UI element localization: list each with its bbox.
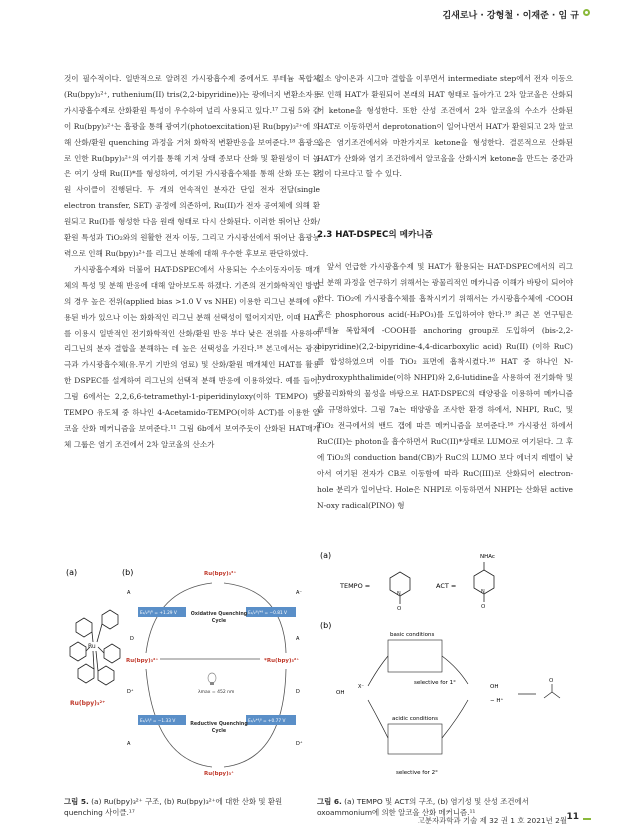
footer-accent-bar: [583, 818, 591, 820]
left-paragraph-1: 것이 필수적이다. 일반적으로 알려진 가시광흡수제 중에서도 루테늄 복합체(Ru(bpy)₃²⁺, ruthenium(II) tris(2,2-bipyridine))는 광에너지 변환소자용 가시광흡수제로 산화환원 특성이 우수하여 널리 사용되고 있다.¹⁷ 그림 5와 같이 Ru(bpy)₃²⁺는 흡광을 통해 광여기(photoexcitation)된 Ru(bpy)₃²⁺에 의해 산화/환원 quenching 과정을 거쳐 화학적 변환반응을 보여준다.¹⁸ 흡광으로 인한 Ru(bpy)₃²⁺의 여기를 통해 기저 상태 종보다 산화 및 환원성이 더 높은 여기 상태 Ru(II)*를 형성하여, 여기된 가시광흡수체를 통해 산화 또는 환원 사이클이 진행된다. 두 개의 연속적인 분자간 단일 전자 전달(single electron transfer, SET) 공정에 의존하여, Ru(II)가 전자 공여체에 의해 환원되고 Ru(I)를 형성한 다음 원래 형태로 다시 산화된다. 이러한 뛰어난 산화/환원 특성과 TiO₂와의 원활한 전자 이동, 그리고 가시광선에서 뛰어난 흡광능력으로 인해 Ru(bpy)₃²⁺를 리그닌 분해에 대해 우수한 후보로 판단하였다.: [64, 74, 320, 258]
fig5-right-species: *Ru(bpy)₃²⁺: [264, 658, 300, 664]
fig5-potential-top-right: E₁/₂ᴵᴵᴵ/*ᴵᴵ = −0.81 V: [248, 611, 287, 616]
svg-text:N: N: [397, 591, 401, 597]
fig5-reductive-cycle: Reductive Quenching Cycle: [190, 722, 248, 734]
fig5-top-species: Ru(bpy)₃³⁺: [204, 571, 237, 577]
svg-text:O: O: [397, 606, 402, 612]
page-number: 11: [566, 812, 579, 822]
fig5-minus-top: A⁻: [296, 590, 303, 596]
fig6-acidic-conditions: acidic conditions: [392, 716, 439, 722]
fig6-label-b: (b): [320, 621, 332, 630]
fig5-complex-label: Ru(bpy)₃²⁺: [70, 700, 106, 707]
fig6-caption-text: (a) TEMPO 및 ACT의 구조, (b) 염기성 및 산성 조건에서 oxoammonium에 의한 알코올 산화 메커니즘.¹¹: [317, 797, 529, 817]
fig6-arrow-acidic-out: [442, 700, 468, 738]
left-column: [64, 71, 320, 453]
fig6-caption-label: 그림 6.: [317, 797, 342, 806]
fig6-act-label: ACT =: [436, 582, 457, 590]
fig5-lambda: λmax = 452 nm: [198, 690, 235, 695]
left-paragraph-2: 가시광흡수제와 더불어 HAT-DSPEC에서 사용되는 수소이동자이동 매개체의 특성 및 분해 반응에 대해 알아보도록 하겠다. 기존의 전기화학적인 방법의 경우 높은 전위(applied bias >1.0 V vs NHE) 이용한 리그닌 분해에 이용된 바가 있으나 이는 화화적인 리그닌 분해 선택성이 떨어지지만, 이때 HAT를 이용시 일반적인 전기화학적인 산화/환원 반응 부다 낮은 전위를 사용하여 리그닌의 분자 결합을 분해하는 데 높은 선택성을 가진다.¹⁸ 본고에서는 광전극과 가시광흡수체(유.무기 기반의 염료) 및 산화/환원 매개체인 HAT를 활용한 DSPEC를 설계하여 리그닌의 선택적 분해 반응에 이용하였다. 예를 들어, 그림 6에서는 2,2,6,6-tetramethyl-1-piperidinyloxy(이하 TEMPO) 및 TEMPO 유도체 중 하나인 4-Acetamido-TEMPO(이하 ACT)를 이용한 알코올 산화 메커니즘을 보여준다.¹¹ 그림 6b에서 보여주듯이 산화된 HAT매개체 그룹은 염기 조건에서 2차 알코올의 산소가: [64, 264, 320, 449]
fig6-tempo-label: TEMPO =: [340, 582, 371, 590]
fig6-oh-hydroxylamine: OH: [490, 684, 499, 690]
figure-5: [64, 565, 318, 783]
figure-5-svg: [64, 565, 318, 783]
fig6-selective-2: selective for 2°: [396, 770, 438, 776]
fig5-plus-left: D⁺: [127, 689, 134, 695]
footer-journal: 고분자과학과 기술 제 32 권 1 호 2021년 2월: [417, 816, 567, 825]
section-heading: 2.3 HAT-DSPEC의 메카니즘: [317, 230, 433, 240]
header-circle-icon: [583, 9, 590, 16]
fig6-x-minus: X⁻: [358, 684, 365, 690]
fig6-selective-1: selective for 1°: [414, 680, 456, 686]
fig6-basic-conditions: basic conditions: [390, 632, 435, 638]
fig5-caption-label: 그림 5.: [64, 797, 89, 806]
fig5-letter-a-top: A: [127, 590, 131, 596]
svg-text:O: O: [481, 604, 486, 610]
fig5-reductive-box: [184, 721, 254, 747]
fig6-nhac: NHAc: [480, 554, 495, 560]
act-structure: [474, 562, 494, 610]
fig5-letter-d-right: D: [296, 689, 300, 695]
running-header-authors: 김새로나 · 강형철 · 이재준 · 임 규: [442, 11, 579, 21]
fig6-oh-start: OH: [336, 690, 345, 696]
ru-bipyridine-structure: [70, 610, 120, 685]
right-column-bottom: [317, 259, 573, 514]
fig6-arrow-basic: [368, 656, 388, 686]
fig5-potential-bottom-left: E₁/₂ᴵᴵ/ᴵ = −1.33 V: [140, 719, 176, 724]
fig6-basic-intermediate: [388, 640, 442, 672]
figure-6-svg: [318, 548, 574, 783]
fig5-potential-bottom-right: E₁/₂*ᴵᴵ/ᴵ = +0.77 V: [248, 719, 286, 724]
right-paragraph-1: 질소 양이온과 시그마 결합을 이루면서 intermediate step에서 전자 이동으로 인해 HAT가 환원되어 본래의 HAT 형태로 돌아가고 2차 알코올은 산화되어 ketone을 형성한다. 또한 산성 조건에서 2차 알코올의 수소가 산화된 HAT로 이동하면서 deprotonation이 일어나면서 HAT가 환원되고 2차 알코올은 염기조건에서와 마찬가지로 ketone을 형성한다. 결론적으로 산화된 HAT가 산화와 염기 조건하에서 알코올을 산화시켜 ketone을 만드는 중간과정이 다르다고 할 수 있다.: [317, 74, 573, 179]
fig6-label-a: (a): [320, 551, 332, 560]
fig6-acidic-intermediate: [388, 724, 442, 754]
fig5-potential-top-left: E₁/₂ᴵᴵᴵ/ᴵᴵ = +1.29 V: [140, 611, 177, 616]
fig6-minus-h: − H⁺: [490, 698, 504, 704]
fig5-left-species: Ru(bpy)₃²⁺: [126, 658, 159, 664]
fig5-bottom-species: Ru(bpy)₃⁺: [204, 771, 234, 777]
svg-text:O: O: [549, 678, 554, 684]
fig5-letter-a-bottom: A: [127, 741, 131, 747]
fig5-letter-a-right: A: [296, 636, 300, 642]
svg-text:Ru: Ru: [88, 643, 96, 650]
fig6-arrow-acidic: [368, 700, 388, 738]
svg-text:N: N: [481, 589, 485, 595]
fig5-plus-right: D⁺: [296, 741, 303, 747]
fig5-oxidative-box: [184, 611, 254, 637]
figure-5-caption: [64, 796, 314, 818]
fig5-caption-text: (a) Ru(bpy)₃²⁺ 구조, (b) Ru(bpy)₃²⁺에 대한 산화 및 환원 quenching 사이클.¹⁷: [64, 797, 283, 817]
fig5-label-a: (a): [66, 568, 78, 577]
tempo-structure: [390, 572, 410, 612]
lightbulb-icon: [208, 673, 216, 685]
fig5-letter-d-left: D: [130, 636, 134, 642]
right-paragraph-2: 앞서 언급한 가시광흡수제 및 HAT가 활용되는 HAT-DSPEC에서의 리그닌 분해 과정을 연구하기 위해서는 광물리적인 메카니즘 이해가 바탕이 되어야 한다. TiO₂에 가시광흡수체를 흡착시키기 위해서는 가시광흡수체에 -COOH 혹은 phosphorous acid(-H₃PO₃)를 도입하여야 한다.¹⁹ 최근 본 연구팀은 루테늄 복합체에 -COOH를 anchoring group로 도입하여 (bis-2,2-bipyridine)(2,2-bipyridine-4,4-dicarboxylic acid) Ru(II) (이하 RuC)를 합성하였으며 이를 TiO₂ 표면에 흡착시켰다.¹⁶ HAT 중 하나인 N-hydroxyphthalimide(이하 NHPI)와 2,6-lutidine을 사용하여 전기화학 및 광물리화학의 물성을 바탕으로 HAT-DSPEC의 태양광을 이용하여 메카니즘을 규명하였다. 그림 7a는 태양광을 조사한 환경 하에서, NHPI, RuC, 및 TiO₂ 전극에서의 밴드 갭에 따른 메커니즘을 보여준다.¹⁶ 가시광선 하에서 RuC(II)는 photon을 흡수하면서 RuC(II)*상태로 LUMO로 여기된다. 그 후에 TiO₂의 conduction band(CB)가 RuC의 LUMO 보다 에너지 레벨이 낮아서 여기된 전자가 CB로 이동함에 따라 RuC(III)로 산화되어 electron-hole 분리가 일어난다. Hole은 NHPI로 이동하면서 NHPI는 산화된 active N-oxy radical(PINO) 형: [317, 262, 573, 510]
figure-6: [318, 548, 574, 783]
right-column-top: [317, 71, 573, 182]
ketone-structure: [544, 678, 560, 698]
fig5-label-b: (b): [122, 568, 134, 577]
fig5-oxidative-cycle: Oxidative Quenching Cycle: [190, 612, 248, 624]
